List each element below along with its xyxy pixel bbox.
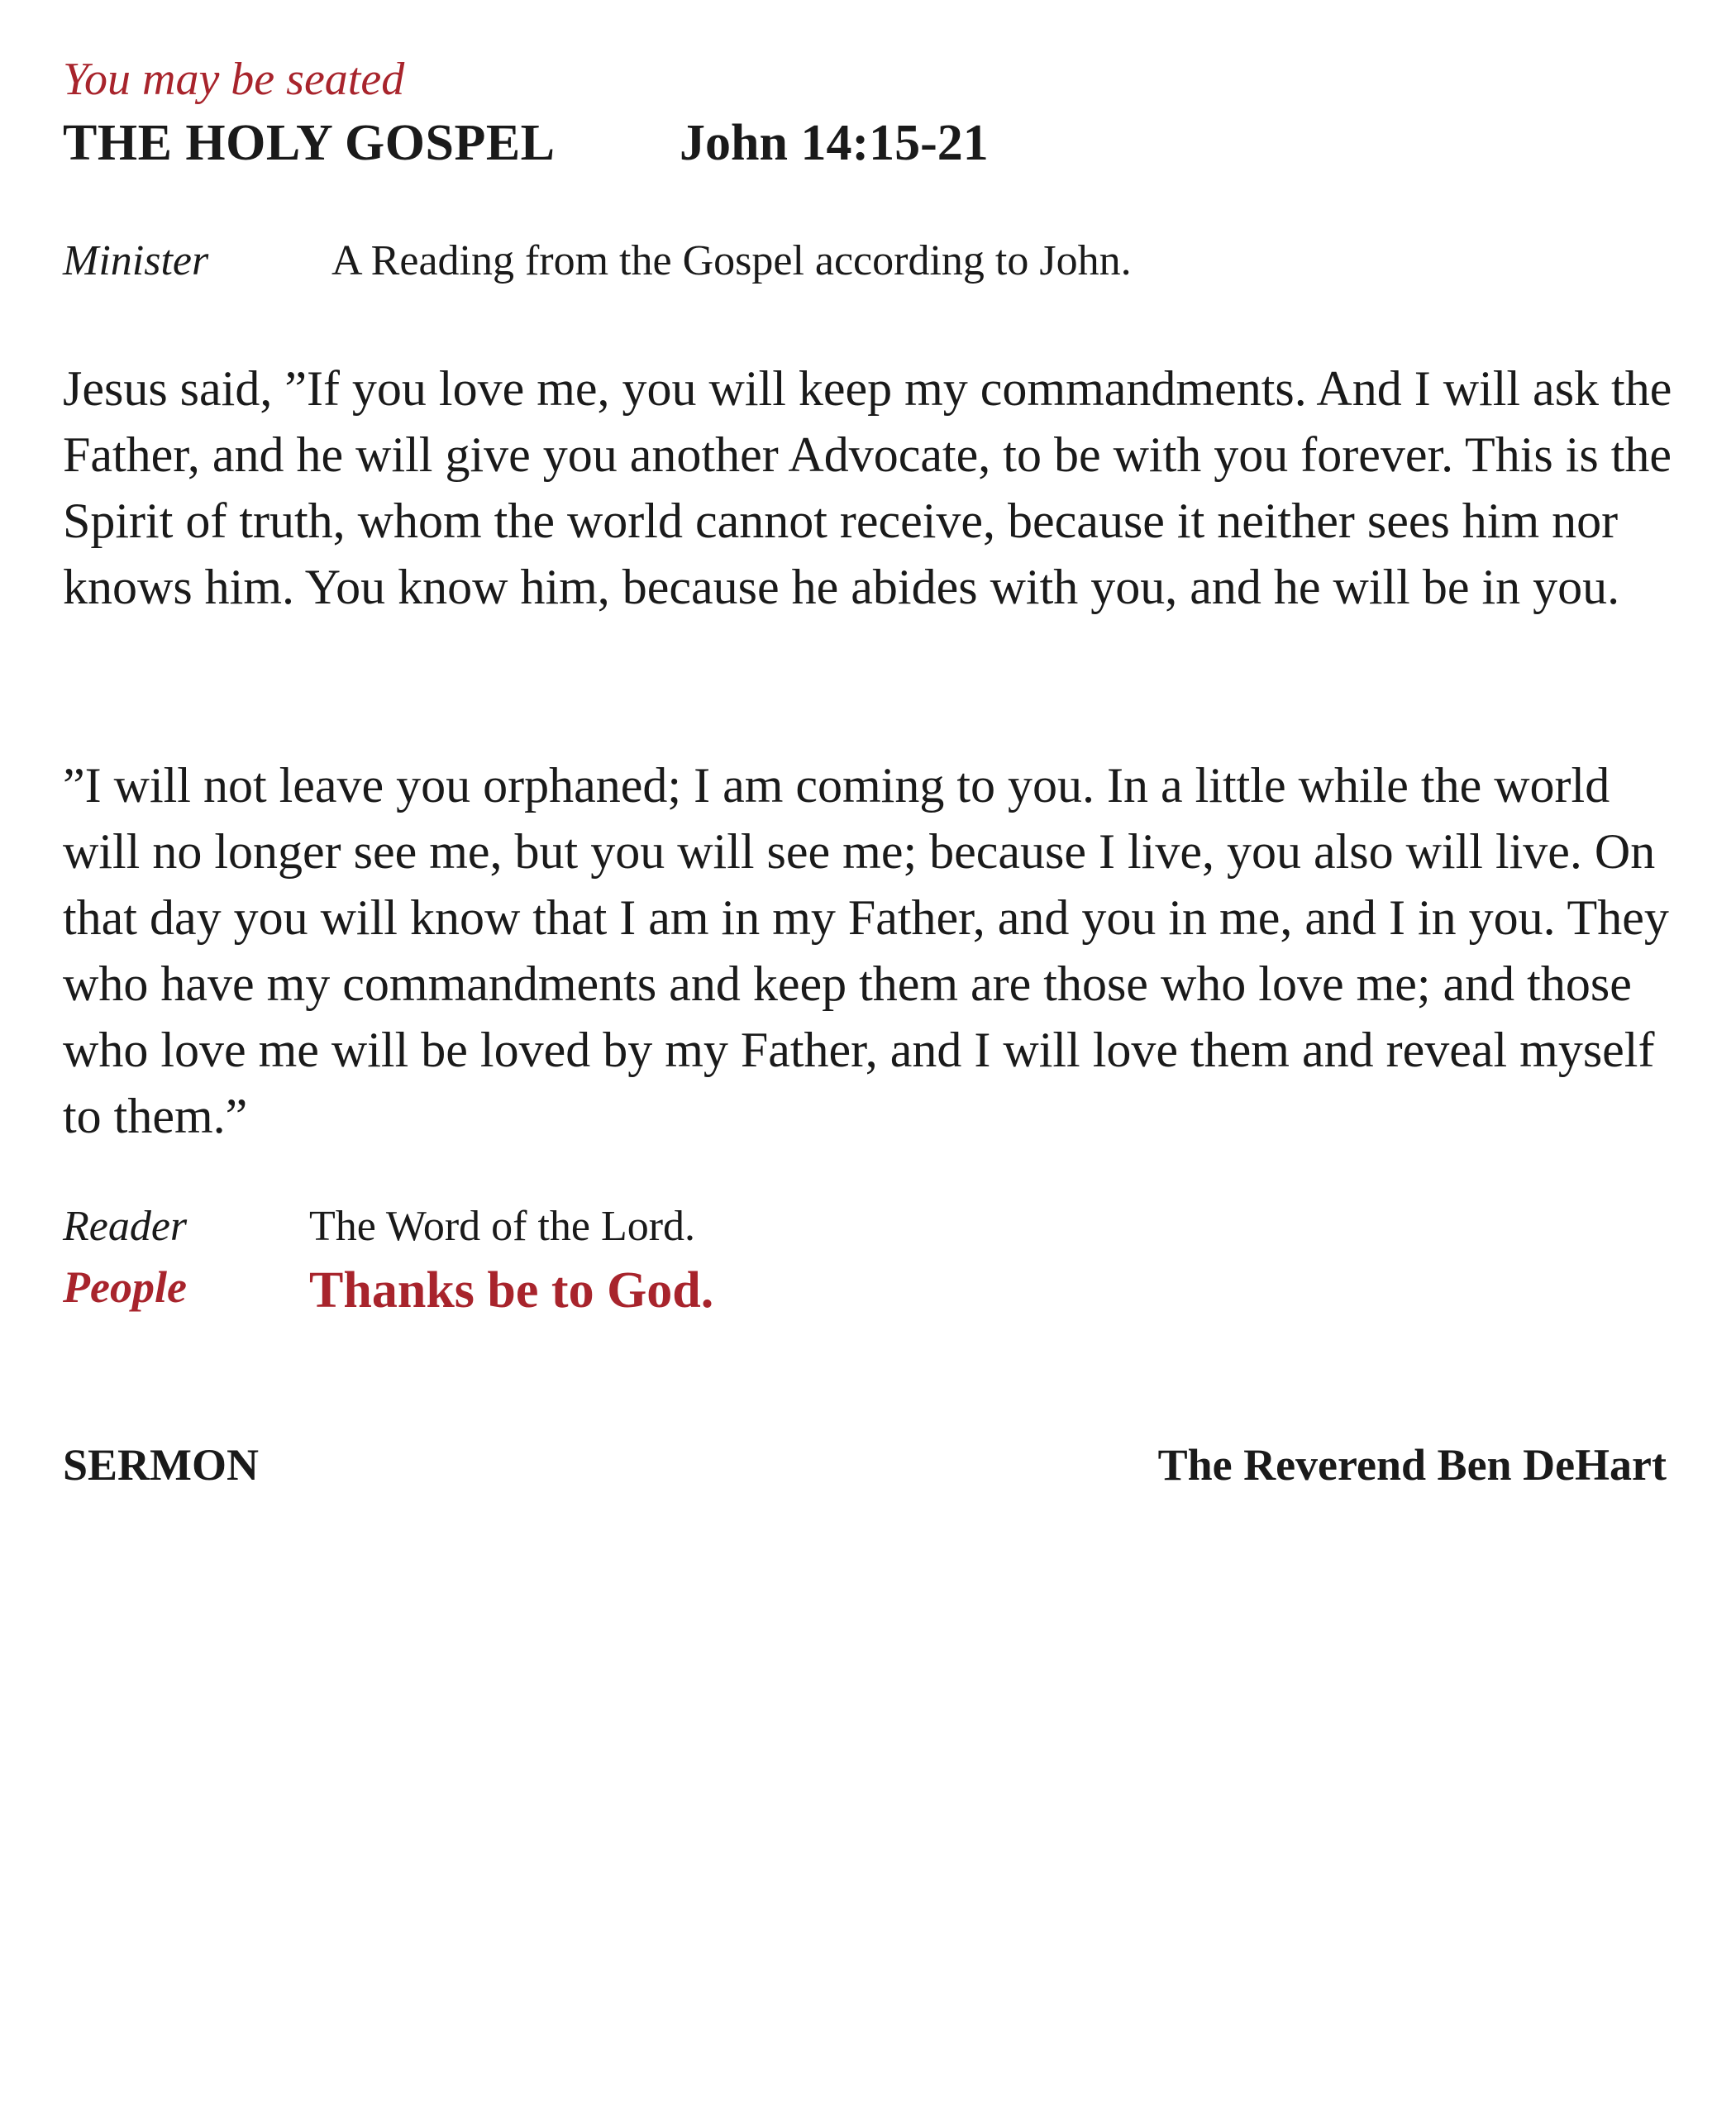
people-line: Thanks be to God. bbox=[309, 1262, 714, 1319]
sermon-heading bbox=[63, 1440, 1667, 1492]
speaker-label-people: People bbox=[63, 1262, 187, 1312]
rubric-instruction: You may be seated bbox=[63, 54, 405, 105]
section-heading bbox=[63, 117, 1385, 175]
gospel-paragraph-1: Jesus said, ”If you love me, you will keep my commandments. And I will ask the Father, and he will give you another Advocate, to be with you forever. This is the Spirit of truth, whom the world cannot receive, because it neither sees him nor knows him. You know him, because he abides with you, and he will be in you. bbox=[63, 361, 1672, 614]
preacher-name: The Reverend Ben DeHart bbox=[1157, 1440, 1667, 1490]
section-title: THE HOLY GOSPEL bbox=[63, 115, 556, 171]
sermon-label: SERMON bbox=[63, 1440, 260, 1490]
scripture-citation: John 14:15-21 bbox=[680, 115, 989, 171]
speaker-label-reader: Reader bbox=[63, 1203, 188, 1250]
speaker-label-minister: Minister bbox=[63, 237, 209, 284]
gospel-paragraph-2: ”I will not leave you orphaned; I am coming to you. In a little while the world will no longer see me, but you will see me; because I live, you also will live. On that day you will know that I am in my Father, and you in me, and I in you. They who have my commandments and keep them are those who love me; and those who love me will be loved by my Father, and I will love them and reveal myself to them.” bbox=[63, 758, 1669, 1143]
bulletin-page bbox=[63, 0, 1672, 2108]
reader-line: The Word of the Lord. bbox=[309, 1203, 696, 1250]
minister-line: A Reading from the Gospel according to John. bbox=[331, 237, 1132, 284]
